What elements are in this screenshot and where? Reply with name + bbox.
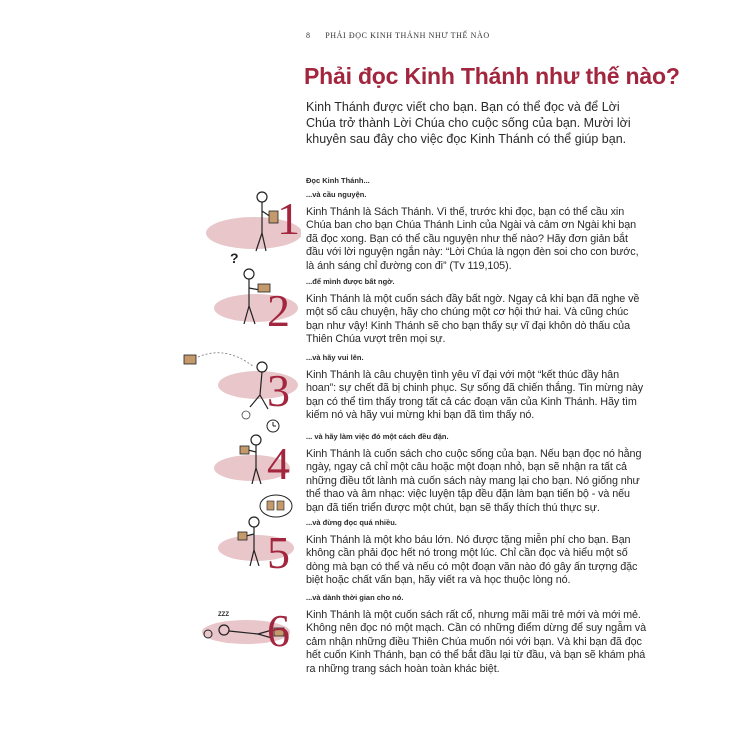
tip-subtitle: ...và hãy vui lên. bbox=[306, 353, 364, 362]
thought-bubble-icon bbox=[260, 495, 292, 517]
tip-section-6 bbox=[306, 593, 646, 676]
page-title: Phải đọc Kinh Thánh như thế nào? bbox=[304, 63, 680, 89]
tip-section-4 bbox=[306, 432, 646, 515]
tip-body: Kinh Thánh là một cuốn sách rất cổ, nhưng mãi mãi trẻ mới và mới mẻ. Không nên đọc nó một mạch. Cần có những điểm dừng để suy ngẫm và cảm nhận những điều Thiên Chúa muốn nói với bạn. Và khi bạn đã đọc hết cuốn Kinh Thánh, bạn có thể bắt đầu lại từ đầu, và bạn sẽ khám phá ra những trang sách hoàn toàn khác biệt. bbox=[306, 609, 646, 675]
tip-body: Kinh Thánh là Sách Thánh. Vì thế, trước khi đọc, bạn có thể cầu xin Chúa ban cho bạn Chúa Thánh Linh của Ngài và cảm ơn Ngài khi bạn đã đọc xong. Bạn có thể cầu nguyện như thế nào? Hãy đơn giản bắt đầu với lời nguyện ngắn này: “Lời Chúa là ngọn đèn soi cho con bước, là ánh sáng chỉ đường con đi” (Tv 119,105). bbox=[306, 206, 639, 272]
tip-section-2 bbox=[306, 277, 646, 347]
tip-body: Kinh Thánh là câu chuyện tình yêu vĩ đại với một “kết thúc đầy hân hoan”: sự chết đã bị chinh phục. Sự sống đã chiến thắng. Tin mừng này bạn có thể tìm thấy trong tất cả các đoạn văn của Kinh Thánh. Hãy tìm kiếm nó và hãy vui mừng khi bạn đã tìm thấy nó. bbox=[306, 369, 644, 422]
tip-subtitle: ...để mình được bất ngờ. bbox=[306, 277, 395, 286]
tip-body: Kinh Thánh là cuốn sách cho cuộc sống của bạn. Nếu bạn đọc nó hằng ngày, ngay cả chỉ một câu hoặc một đoạn nhỏ, bạn sẽ nhận ra tất cả những điều tốt lành mà cuốn sách này mang lại cho bạn. Nó giống như thể thao và âm nhạc: việc luyện tập đều đặn làm bạn tiến bộ - và nếu bạn đã tiến triển được một chút, bạn sẽ thấy thích thú thực sự. bbox=[306, 448, 642, 514]
tip-number-3: 3 bbox=[267, 365, 290, 416]
tip-number-4: 4 bbox=[267, 438, 290, 489]
sleep-zzz-icon: ZZZ bbox=[218, 612, 229, 618]
tip-number-5: 5 bbox=[267, 527, 290, 578]
book-icon bbox=[240, 446, 249, 454]
tip-subtitle: ...và đừng đọc quá nhiều. bbox=[306, 518, 397, 527]
book-icon bbox=[184, 355, 196, 364]
motion-trail bbox=[198, 353, 254, 367]
page-number: 8 bbox=[306, 31, 311, 40]
tip-subtitle: ... và hãy làm việc đó một cách đều đặn. bbox=[306, 432, 449, 441]
tip-body: Kinh Thánh là một kho báu lớn. Nó được tặng miễn phí cho bạn. Bạn không cần phải đọc hết nó trong một lúc. Chỉ cần đọc và hiểu một số dòng mà bạn có thể và nếu có một đoạn văn nào đó gây ấn tượng đặc biệt hoặc chất vấn bạn, hãy viết ra và học thuộc lòng nó. bbox=[306, 534, 638, 587]
tip-section-1 bbox=[306, 190, 646, 273]
tip-body: Kinh Thánh là một cuốn sách đầy bất ngờ. Ngay cả khi bạn đã nghe về một số câu chuyện, hãy cho chúng một cơ hội thứ hai. Và cũng chúc bạn như vậy! Kinh Thánh sẽ cho bạn thấy sự vĩ đại khôn dò thấu của Thiên Chúa vượt trên mọi sự. bbox=[306, 293, 640, 346]
running-header bbox=[306, 31, 490, 40]
lead-phrase: Đọc Kinh Thánh... bbox=[306, 176, 370, 185]
tip-number-2: 2 bbox=[267, 285, 290, 336]
tip-number-1: 1 bbox=[277, 193, 300, 244]
tip-subtitle: ...và dành thời gian cho nó. bbox=[306, 593, 404, 602]
tip-section-3 bbox=[306, 353, 646, 423]
tip-number-6: 6 bbox=[267, 605, 290, 656]
intro-paragraph: Kinh Thánh được viết cho bạn. Bạn có thể đọc và để Lời Chúa trở thành Lời Chúa cho cuộc sống của bạn. Mười lời khuyên sau đây cho việc đọc Kinh Thánh có thể giúp bạn. bbox=[306, 100, 631, 146]
tip-section-5 bbox=[306, 518, 646, 588]
question-mark-icon: ? bbox=[230, 250, 239, 265]
running-title: PHẢI ĐỌC KINH THÁNH NHƯ THẾ NÀO bbox=[325, 31, 490, 40]
tip-subtitle: ...và cầu nguyện. bbox=[306, 190, 367, 199]
book-icon bbox=[238, 532, 247, 540]
